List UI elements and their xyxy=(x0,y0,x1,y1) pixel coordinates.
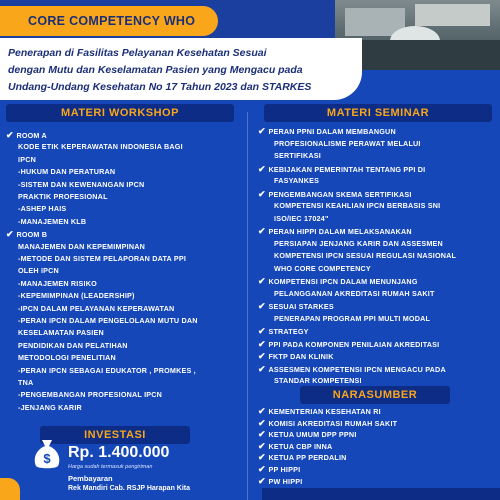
seminar-item-label: PERAN PPNI DALAM MEMBANGUN xyxy=(268,127,396,136)
narasumber-item-label: PW HIPPI xyxy=(268,476,303,486)
workshop-item xyxy=(6,229,47,240)
check-icon: ✔ xyxy=(258,475,269,486)
seminar-item-label: PERAN HIPPI DALAM MELAKSANAKAN xyxy=(268,227,412,236)
workshop-item xyxy=(18,192,108,201)
seminar-item xyxy=(258,276,418,287)
seminar-item xyxy=(274,289,435,298)
check-icon: ✔ xyxy=(6,229,17,240)
check-icon: ✔ xyxy=(258,326,269,336)
workshop-item-label: -MANAJEMEN KLB xyxy=(18,216,87,226)
workshop-item-label: OLEH IPCN xyxy=(18,266,59,276)
workshop-title: MATERI WORKSHOP xyxy=(61,107,179,119)
narasumber-item xyxy=(258,406,381,417)
price-note: Harga sudah termasuk pengiriman xyxy=(68,464,153,470)
workshop-item xyxy=(18,254,186,263)
seminar-item-label: PELANGGANAN AKREDITASI RUMAH SAKIT xyxy=(274,288,435,298)
seminar-item xyxy=(274,251,456,260)
narasumber-title: NARASUMBER xyxy=(332,389,418,401)
workshop-item-label: PENDIDIKAN DAN PELATIHAN xyxy=(18,340,128,350)
narasumber-item-label: KETUA UMUM DPP PPNI xyxy=(268,430,357,440)
workshop-item xyxy=(18,304,174,313)
workshop-item xyxy=(18,204,66,213)
narasumber-item xyxy=(258,429,357,440)
narasumber-item xyxy=(258,418,397,429)
seminar-item xyxy=(258,226,412,237)
seminar-item xyxy=(274,201,440,210)
workshop-item xyxy=(18,242,145,251)
competency-badge xyxy=(0,6,218,36)
seminar-header xyxy=(264,104,492,122)
workshop-item-label: METODOLOGI PENELITIAN xyxy=(18,353,116,363)
workshop-item xyxy=(18,180,144,189)
workshop-item-label: -KEPEMIMPINAN (LEADERSHIP) xyxy=(18,291,135,301)
seminar-item xyxy=(258,339,439,350)
check-icon: ✔ xyxy=(258,429,269,440)
workshop-item-label: -ASHEP HAIS xyxy=(18,204,67,214)
narasumber-item-label: KOMISI AKREDITASI RUMAH SAKIT xyxy=(268,418,398,428)
seminar-item xyxy=(258,364,446,375)
corner-accent xyxy=(0,478,20,500)
workshop-item xyxy=(18,217,86,226)
seminar-item-label: STANDAR KOMPETENSI xyxy=(274,376,362,385)
banner-line-3: Undang-Undang Kesehatan No 17 Tahun 2023 dan STARKES xyxy=(8,81,312,93)
check-icon: ✔ xyxy=(258,226,269,236)
narasumber-item-label: KEMENTERIAN KESEHATAN RI xyxy=(268,407,381,416)
seminar-item xyxy=(274,139,421,148)
check-icon: ✔ xyxy=(258,126,269,136)
investasi-title: INVESTASI xyxy=(84,429,146,441)
check-icon: ✔ xyxy=(258,163,269,174)
seminar-item-label: ASSESMEN KOMPETENSI IPCN MENGACU PADA xyxy=(268,364,446,374)
check-icon: ✔ xyxy=(258,351,269,361)
seminar-item-label: FKTP DAN KLINIK xyxy=(268,352,334,361)
workshop-item xyxy=(18,390,162,399)
narasumber-item-label: PP HIPPI xyxy=(268,465,301,474)
seminar-item xyxy=(258,301,334,312)
workshop-item-label: -PERAN IPCN DALAM PENGELOLAAN MUTU DAN xyxy=(18,316,198,325)
payment-label: Pembayaran xyxy=(68,474,113,483)
workshop-item-label: IPCN xyxy=(18,154,36,164)
seminar-item xyxy=(274,314,430,323)
seminar-item-label: PERSIAPAN JENJANG KARIR DAN ASSESMEN xyxy=(274,238,443,248)
seminar-item-label: PENGEMBANGAN SKEMA SERTIFIKASI xyxy=(268,189,412,199)
seminar-item-label: SESUAI STARKES xyxy=(268,302,334,311)
workshop-item xyxy=(18,167,115,176)
workshop-item-label: PRAKTIK PROFESIONAL xyxy=(18,192,108,201)
workshop-item xyxy=(18,366,196,375)
workshop-item-label: -SISTEM DAN KEWENANGAN IPCN xyxy=(18,179,145,189)
narasumber-header xyxy=(300,386,450,404)
column-divider xyxy=(247,112,248,500)
seminar-item xyxy=(258,351,334,362)
check-icon: ✔ xyxy=(258,406,269,416)
workshop-item xyxy=(18,378,33,387)
seminar-item-label: PPI PADA KOMPONEN PENILAIAN AKREDITASI xyxy=(268,339,440,349)
workshop-item-label: MANAJEMEN DAN KEPEMIMPINAN xyxy=(18,241,145,251)
narasumber-item-label: KETUA CBP INNA xyxy=(268,441,333,451)
seminar-item-label: WHO CORE COMPETENCY xyxy=(274,263,371,273)
check-icon: ✔ xyxy=(258,338,269,349)
seminar-item-label: STRATEGY xyxy=(268,327,309,336)
seminar-item xyxy=(258,164,425,175)
workshop-item-label: ROOM A xyxy=(16,131,47,140)
narasumber-item xyxy=(258,476,302,487)
workshop-item xyxy=(6,130,47,141)
workshop-item-label: -METODE DAN SISTEM PELAPORAN DATA PPI xyxy=(18,254,187,263)
seminar-item-label: PROFESIONALISME PERAWAT MELALUI xyxy=(274,138,421,148)
seminar-item-label: SERTIFIKASI xyxy=(274,151,321,160)
narasumber-item xyxy=(258,452,347,463)
workshop-item-label: -PENGEMBANGAN PROFESIONAL IPCN xyxy=(18,390,163,400)
check-icon: ✔ xyxy=(258,440,269,451)
workshop-item xyxy=(18,328,104,337)
narasumber-item xyxy=(258,464,300,475)
check-icon: ✔ xyxy=(258,363,269,374)
check-icon: ✔ xyxy=(258,417,269,428)
workshop-item-label: KESELAMATAN PASIEN xyxy=(18,328,104,338)
seminar-item xyxy=(274,151,321,160)
workshop-item xyxy=(18,403,82,412)
check-icon: ✔ xyxy=(258,188,269,199)
workshop-item xyxy=(18,316,198,325)
workshop-item-label: -PERAN IPCN SEBAGAI EDUKATOR , PROMKES , xyxy=(18,365,196,375)
seminar-item xyxy=(258,326,309,337)
seminar-item xyxy=(274,376,362,385)
investasi-header xyxy=(40,426,190,444)
workshop-header xyxy=(6,104,234,122)
seminar-item xyxy=(274,214,329,223)
workshop-item xyxy=(18,341,128,350)
seminar-item xyxy=(258,126,396,137)
seminar-item-label: KOMPETENSI IPCN SESUAI REGULASI NASIONAL xyxy=(274,251,457,260)
svg-text:$: $ xyxy=(43,451,51,466)
workshop-item-label: -HUKUM DAN PERATURAN xyxy=(18,167,116,177)
check-icon: ✔ xyxy=(6,130,17,140)
banner-line-1: Penerapan di Fasilitas Pelayanan Kesehatan Sesuai xyxy=(8,47,267,59)
payment-bank: Rek Mandiri Cab. RSJP Harapan Kita xyxy=(68,485,191,492)
workshop-item-label: -JENJANG KARIR xyxy=(18,402,82,412)
workshop-item xyxy=(18,155,36,164)
seminar-item-label: ISO/IEC 17024" xyxy=(274,213,329,223)
workshop-item-label: -IPCN DALAM PELAYANAN KEPERAWATAN xyxy=(18,303,175,313)
contact-bar xyxy=(262,488,500,500)
price-value: Rp. 1.400.000 xyxy=(68,444,170,461)
check-icon: ✔ xyxy=(258,301,269,311)
seminar-item-label: KEBIJAKAN PEMERINTAH TENTANG PPI DI xyxy=(268,164,426,174)
workshop-item xyxy=(18,291,135,300)
seminar-item xyxy=(258,189,412,200)
money-bag-icon xyxy=(32,438,62,470)
check-icon: ✔ xyxy=(258,464,269,474)
workshop-item xyxy=(18,279,97,288)
workshop-item-label: -MANAJEMEN RISIKO xyxy=(18,278,97,288)
seminar-item-label: PENERAPAN PROGRAM PPI MULTI MODAL xyxy=(274,313,431,323)
seminar-title: MATERI SEMINAR xyxy=(326,107,430,119)
check-icon: ✔ xyxy=(258,452,269,463)
seminar-item-label: FASYANKES xyxy=(274,176,320,185)
workshop-item-label: KODE ETIK KEPERAWATAN INDONESIA BAGI xyxy=(18,142,183,152)
workshop-item-label: ROOM B xyxy=(16,230,48,240)
workshop-item-label: TNA xyxy=(18,378,34,387)
seminar-item xyxy=(274,264,371,273)
check-icon: ✔ xyxy=(258,276,269,286)
banner-line-2: dengan Mutu dan Keselamatan Pasien yang Mengacu pada xyxy=(8,64,303,76)
seminar-item-label: KOMPETENSI IPCN DALAM MENUNJANG xyxy=(268,277,418,286)
competency-badge-label: CORE COMPETENCY WHO xyxy=(28,14,196,28)
workshop-item xyxy=(18,266,59,275)
narasumber-item-label: KETUA PP PERDALIN xyxy=(268,453,347,463)
seminar-item-label: KOMPETENSI KEAHLIAN IPCN BERBASIS SNI xyxy=(274,201,441,210)
title-banner xyxy=(0,38,362,100)
seminar-item xyxy=(274,239,443,248)
workshop-item xyxy=(18,353,116,362)
workshop-item xyxy=(18,142,183,151)
narasumber-item xyxy=(258,441,332,452)
seminar-item xyxy=(274,176,319,185)
